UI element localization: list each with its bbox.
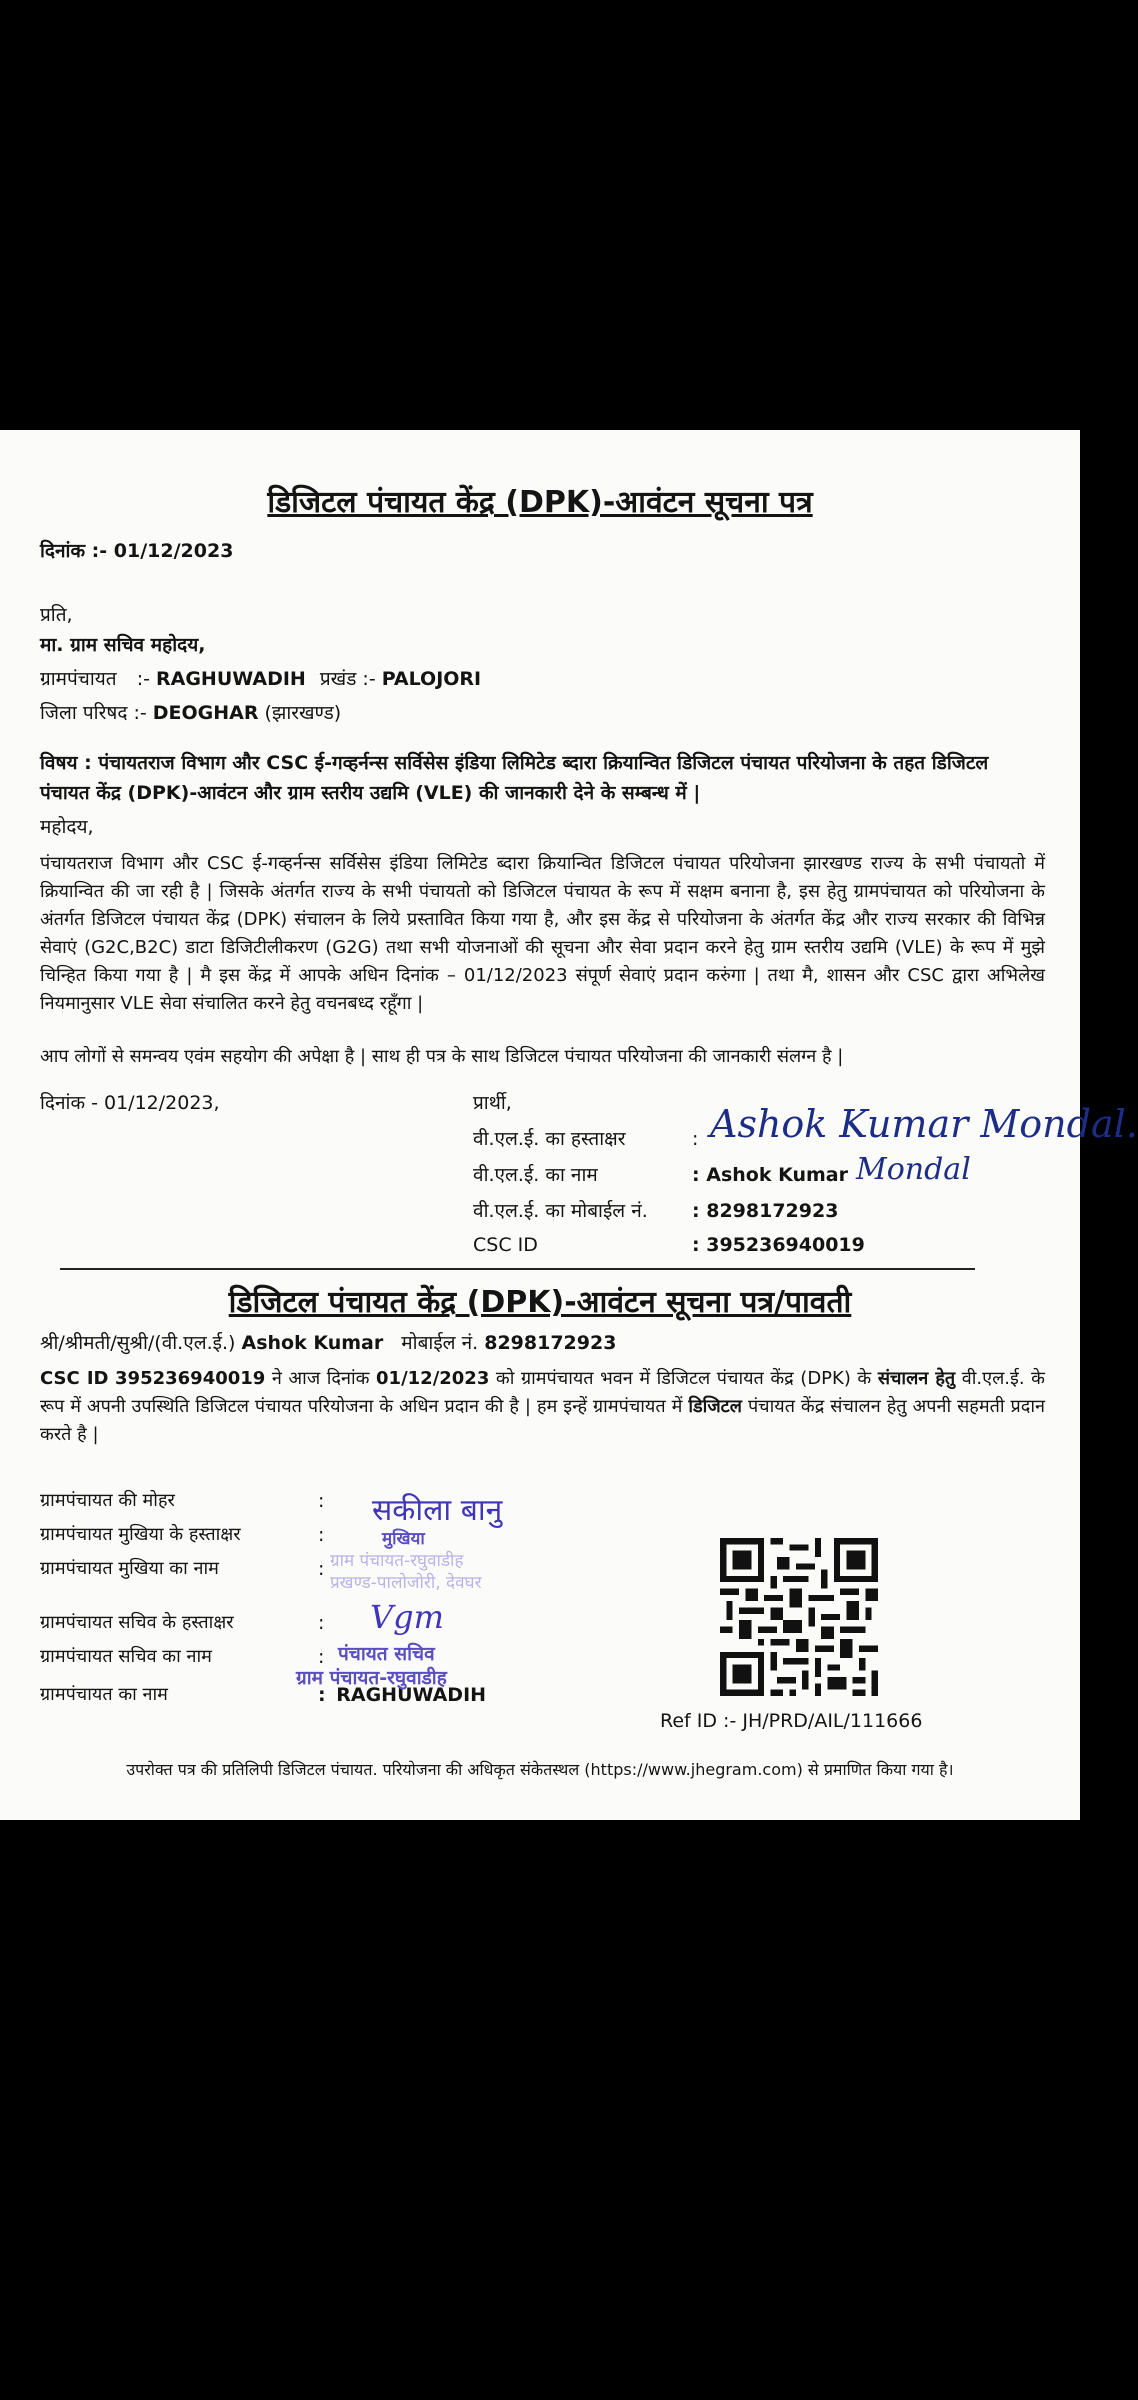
colon: : [318, 1558, 325, 1580]
colon: : [318, 1612, 325, 1634]
letter-title: डिजिटल पंचायत केंद्र (DPK)-आवंटन सूचना पत्र [267, 485, 813, 520]
block-label: प्रखंड :- [319, 668, 376, 690]
mobile-label: मोबाईल नं. [401, 1332, 479, 1354]
mukhiya-signature: सकीला बानु [372, 1493, 503, 1528]
receipt-text-a: ने आज दिनांक [271, 1368, 370, 1389]
qr-code [720, 1538, 878, 1696]
vle-name-label: वी.एल.ई. का नाम [473, 1164, 598, 1186]
colon: : [318, 1684, 326, 1706]
row-label: ग्रामपंचायत सचिव के हस्ताक्षर [40, 1612, 234, 1633]
document-page [0, 430, 1138, 1820]
mukhiya-stamp-title: मुखिया [382, 1529, 425, 1549]
colon: : [318, 1490, 325, 1512]
sachiv-stamp-line: ग्राम पंचायत-रघुवाडीह [296, 1667, 447, 1689]
gram-value: RAGHUWADIH [156, 668, 306, 690]
receipt-text-b: को ग्रामपंचायत भवन में डिजिटल पंचायत केंद्र (DPK) के [495, 1368, 872, 1389]
receipt-date: 01/12/2023 [376, 1368, 490, 1389]
gram-sep: :- [136, 668, 150, 690]
closing-line: आप लोगों से समन्वय एवंम सहयोग की अपेक्षा है | साथ ही पत्र के साथ डिजिटल पंचायत परियोजना की जानकारी संलग्न है | [40, 1046, 844, 1067]
mukhiya-stamp-line: ग्राम पंचायत-रघुवाडीह [330, 1551, 464, 1571]
gram-name-value: RAGHUWADIH [336, 1684, 487, 1706]
gram-label: ग्रामपंचायत [40, 668, 117, 690]
colon: : [318, 1524, 325, 1546]
row-label: ग्रामपंचायत का नाम [40, 1684, 168, 1705]
mukhiya-stamp-line: प्रखण्ड-पालोजोरी, देवघर [330, 1573, 482, 1593]
section-divider [60, 1268, 975, 1270]
ref-id: Ref ID :- JH/PRD/AIL/111666 [660, 1710, 923, 1732]
row-label: ग्रामपंचायत मुखिया का नाम [40, 1558, 219, 1579]
sachiv-signature: Vgm [370, 1598, 444, 1636]
gram-line [40, 666, 481, 692]
date-label: दिनांक :- [40, 540, 108, 562]
letter-date-2: दिनांक - 01/12/2023, [40, 1092, 220, 1114]
colon: : [692, 1234, 700, 1256]
receipt-csc-value: 395236940019 [115, 1368, 266, 1389]
row-label: ग्रामपंचायत मुखिया के हस्ताक्षर [40, 1524, 241, 1545]
csc-line [692, 1232, 865, 1258]
receipt-text-d: वी.एल.ई. के रूप में अपनी उपस्थिति डिजिटल पंचायत परियोजना के अधिन प्रदान की है | हम इन्हें ग्रामपंचायत में [40, 1368, 1045, 1417]
letter-subject: विषय : पंचायतराज विभाग और CSC ई-गव्हर्नन्स सर्विसेस इंडिया लिमिटेड ब्दारा क्रियान्वित डिजिटल पंचायत परियोजना के तहत डिजिटल पंचायत केंद्र (DPK)-आवंटन और ग्राम स्तरीय उद्यमि (VLE) की जानकारी देने के सम्बन्ध में | [40, 752, 989, 804]
to-line: प्रति, [40, 604, 73, 626]
applicant-label: प्रार्थी, [473, 1092, 512, 1114]
sachiv-stamp-title: पंचायत सचिव [338, 1643, 435, 1665]
district-state: (झारखण्ड) [264, 702, 342, 724]
vle-signature-label: वी.एल.ई. का हस्ताक्षर [473, 1128, 626, 1150]
district-label: जिला परिषद :- [40, 702, 147, 724]
letter-date-line [40, 538, 233, 564]
block-value: PALOJORI [381, 668, 482, 690]
person-name: Ashok Kumar [241, 1332, 384, 1354]
receipt-csc-label: CSC ID [40, 1368, 109, 1389]
receipt-person-line [40, 1330, 616, 1356]
colon: : [692, 1128, 699, 1150]
mobile-value: 8298172923 [484, 1332, 617, 1354]
district-value: DEOGHAR [152, 702, 259, 724]
row-label: ग्रामपंचायत की मोहर [40, 1490, 175, 1511]
addressee: मा. ग्राम सचिव महोदय, [40, 634, 206, 656]
vle-signature: Ashok Kumar Mondal. [710, 1102, 1138, 1146]
colon: : [318, 1646, 325, 1668]
district-line [40, 700, 341, 726]
csc-label: CSC ID [473, 1234, 538, 1256]
row-label: ग्रामपंचायत सचिव का नाम [40, 1646, 212, 1667]
receipt-text-e: डिजिटल [688, 1396, 742, 1417]
colon: : [692, 1164, 700, 1186]
date-value: 01/12/2023 [113, 540, 234, 562]
colon: : [692, 1200, 700, 1222]
vle-name-typed: Ashok Kumar [706, 1164, 848, 1186]
vle-mobile-value: 8298172923 [706, 1200, 839, 1222]
vle-name-line [692, 1162, 848, 1188]
receipt-title: डिजिटल पंचायत केंद्र (DPK)-आवंटन सूचना पत्र/पावती [228, 1285, 852, 1320]
receipt-body [40, 1365, 1045, 1449]
csc-value: 395236940019 [706, 1234, 865, 1256]
vle-mobile-line [692, 1198, 838, 1224]
receipt-text-f: पंचायत केंद्र संचालन हेतु अपनी सहमती प्रदान करते है | [40, 1396, 1045, 1445]
vle-name-handwritten: Mondal [856, 1152, 971, 1187]
footnote: उपरोक्त पत्र की प्रतिलिपी डिजिटल पंचायत. परियोजना की अधिकृत संकेतस्थल (https://www.jhegram.com) से प्रमाणित किया गया है। [126, 1760, 954, 1779]
receipt-text-c: संचालन हेतु [877, 1368, 956, 1389]
letter-body: पंचायतराज विभाग और CSC ई-गव्हर्नन्स सर्विसेस इंडिया लिमिटेड ब्दारा क्रियान्वित डिजिटल पंचायत परियोजना झारखण्ड राज्य के सभी पंचायतो में क्रियान्वित की जा रही है | जिसके अंतर्गत राज्य के सभी पंचायतो को डिजिटल पंचायत के रूप में सक्षम बनाना है, इस हेतु ग्रामपंचायत को परियोजना के अंतर्गत डिजिटल पंचायत केंद्र (DPK) संचालन के लिये प्रस्तावित किया गया है, और इस केंद्र से परियोजना के अंतर्गत केंद्र और राज्य सरकार की विभिन्न सेवाएं (G2C,B2C) डाटा डिजिटीलीकरण (G2G) तथा सभी योजनाओं की सूचना और सेवा प्रदान करने हेतु ग्राम स्तरीय उद्यमि (VLE) के रूप में मुझे चिन्हित किया गया है | मै इस केंद्र में आपके अधिन दिनांक – 01/12/2023 संपूर्ण सेवाएं प्रदान करुंगा | तथा मै, शासन और CSC द्वारा अभिलेख नियमानुसार VLE सेवा संचालित करने हेतु वचनबध्द रहूँगा | [40, 853, 1045, 1014]
salutation: महोदय, [40, 816, 94, 838]
vle-mobile-label: वी.एल.ई. का मोबाईल नं. [473, 1200, 648, 1222]
person-prefix: श्री/श्रीमती/सुश्री/(वी.एल.ई.) [40, 1332, 236, 1354]
